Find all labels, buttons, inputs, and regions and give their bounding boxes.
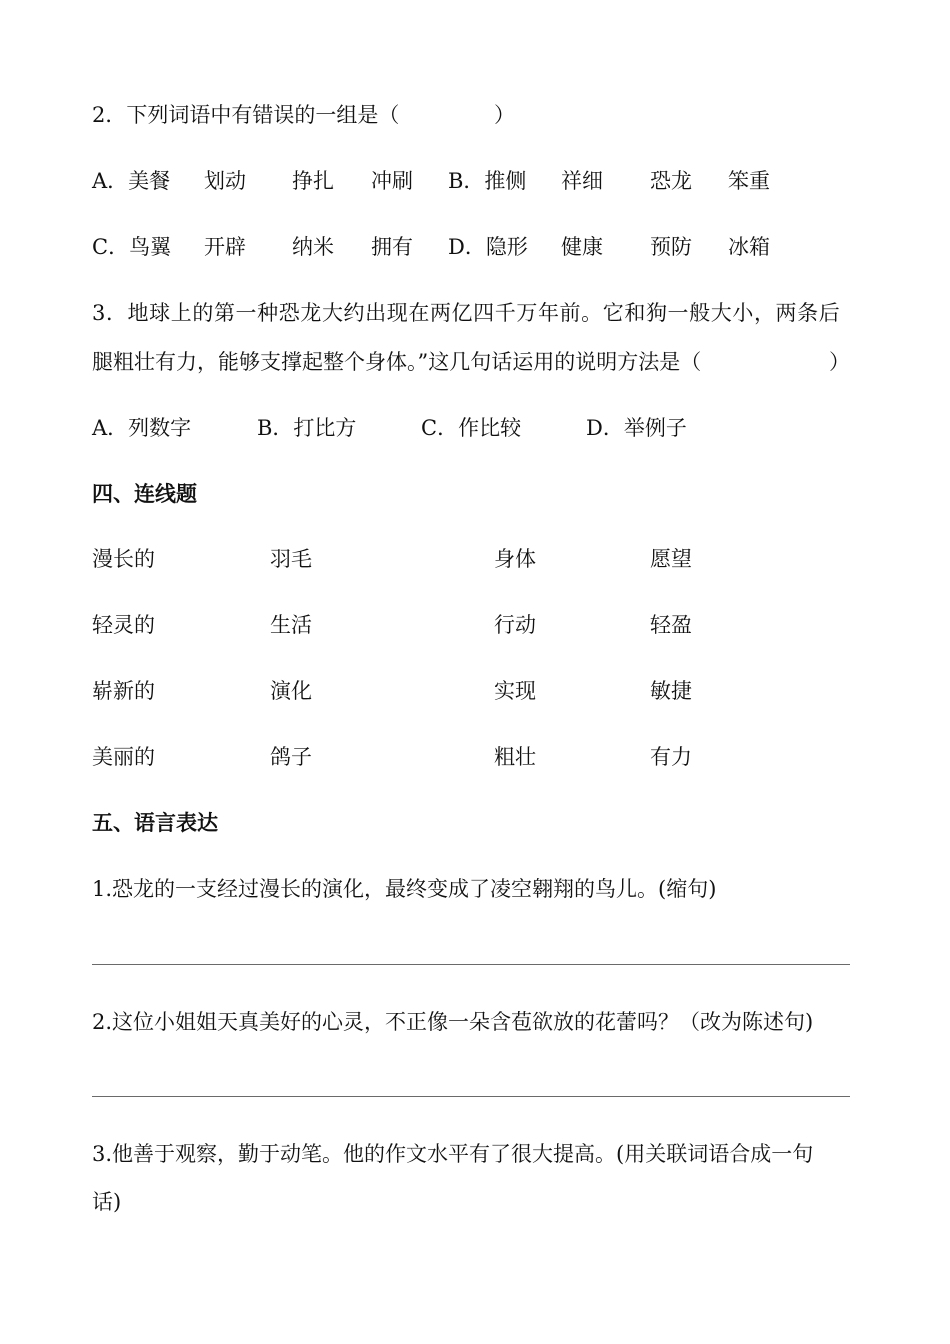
match-right-word: 演化 (270, 679, 312, 703)
q5-2-prompt: 2.这位小姐姐天真美好的心灵，不正像一朵含苞欲放的花蕾吗？（改为陈述句) (92, 1010, 814, 1034)
q2-option-c-word: 纳米 (292, 235, 334, 259)
q5-3-prompt-line-2: 话) (92, 1190, 122, 1214)
q2-option-c-word: 拥有 (371, 235, 413, 259)
section-4-heading: 四、连线题 (92, 482, 197, 506)
match-left-word: 崭新的 (92, 679, 155, 703)
q2-option-b-word: 恐龙 (650, 169, 692, 193)
q2-option-a-word: 划动 (204, 169, 246, 193)
match-left-word: 粗壮 (494, 745, 536, 769)
q3-stem-line-1: 3．地球上的第一种恐龙大约出现在两亿四千万年前。它和狗一般大小，两条后 (92, 301, 841, 325)
q2-option-d-word: 预防 (650, 235, 692, 259)
match-left-word: 美丽的 (92, 745, 155, 769)
match-right-word: 鸽子 (270, 745, 312, 769)
q2-stem: 2．下列词语中有错误的一组是（ (92, 103, 400, 127)
answer-line (92, 964, 850, 965)
match-left-word: 实现 (494, 679, 536, 703)
match-left-word: 漫长的 (92, 547, 155, 571)
q2-option-c-label: C．鸟翼 (92, 235, 172, 259)
q2-close-paren: ） (494, 103, 515, 127)
match-right-word: 愿望 (650, 547, 692, 571)
match-left-word: 身体 (494, 547, 536, 571)
q2-option-d-word: 健康 (561, 235, 603, 259)
match-right-word: 有力 (650, 745, 692, 769)
match-right-word: 羽毛 (270, 547, 312, 571)
match-left-word: 轻灵的 (92, 613, 155, 637)
q2-option-d-word: 冰箱 (728, 235, 770, 259)
q3-close-paren: ） (829, 350, 850, 374)
q3-option: D．举例子 (586, 416, 687, 440)
q3-option: C．作比较 (421, 416, 522, 440)
q2-option-a-word: 冲刷 (371, 169, 413, 193)
match-right-word: 敏捷 (650, 679, 692, 703)
match-right-word: 轻盈 (650, 613, 692, 637)
match-right-word: 生活 (270, 613, 312, 637)
q3-stem-line-2: 腿粗壮有力，能够支撑起整个身体。”这几句话运用的说明方法是（ (92, 350, 702, 374)
q3-option: B．打比方 (257, 416, 357, 440)
q5-1-prompt: 1.恐龙的一支经过漫长的演化，最终变成了凌空翱翔的鸟儿。(缩句) (92, 877, 717, 901)
q2-option-c-word: 开辟 (204, 235, 246, 259)
q2-option-b-word: 祥细 (561, 169, 603, 193)
section-5-heading: 五、语言表达 (92, 811, 218, 835)
q2-option-d-label: D．隐形 (448, 235, 528, 259)
answer-line (92, 1096, 850, 1097)
q2-option-b-label: B．推侧 (448, 169, 527, 193)
match-left-word: 行动 (494, 613, 536, 637)
q2-option-b-word: 笨重 (728, 169, 770, 193)
q3-option: A．列数字 (92, 416, 192, 440)
q2-option-a-label: A．美餐 (92, 169, 171, 193)
q2-option-a-word: 挣扎 (292, 169, 334, 193)
q5-3-prompt-line-1: 3.他善于观察，勤于动笔。他的作文水平有了很大提高。(用关联词语合成一句 (92, 1142, 814, 1166)
